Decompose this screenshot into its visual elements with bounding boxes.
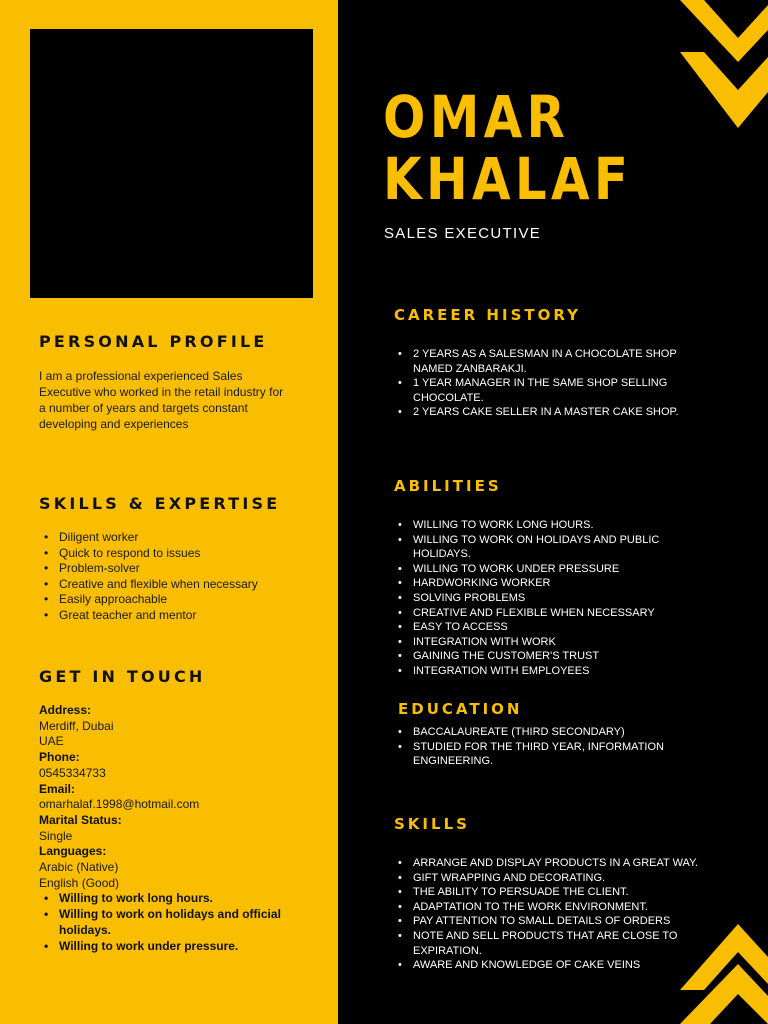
profile-photo-placeholder xyxy=(30,29,313,298)
language-item: English (Good) xyxy=(39,875,120,890)
list-item: • WILLING TO WORK LONG HOURS. xyxy=(394,518,714,533)
marital-status-value: Single xyxy=(39,828,73,843)
list-item: • 2 YEARS AS A SALESMAN IN A CHOCOLATE SHOP NAMED ZANBARAKJI. xyxy=(394,347,714,376)
marital-status-label: Marital Status: xyxy=(39,812,122,827)
skills-expertise-heading: SKILLS & EXPERTISE xyxy=(39,494,281,513)
list-item: • ADAPTATION TO THE WORK ENVIRONMENT. xyxy=(394,900,714,915)
list-item: • STUDIED FOR THE THIRD YEAR, INFORMATION ENGINEERING. xyxy=(394,740,714,769)
list-item: • Willing to work long hours. xyxy=(39,891,329,907)
candidate-name xyxy=(383,83,633,213)
skills-expertise-list xyxy=(39,530,329,624)
phone-label: Phone: xyxy=(39,750,80,765)
list-item: • PAY ATTENTION TO SMALL DETAILS OF ORDERS xyxy=(394,914,714,929)
list-item: • Easily approachable xyxy=(39,592,329,608)
languages-label: Languages: xyxy=(39,844,107,859)
career-history-list xyxy=(394,347,714,420)
abilities-heading: ABILITIES xyxy=(394,477,502,495)
list-item: • WILLING TO WORK ON HOLIDAYS AND PUBLIC HOLIDAYS. xyxy=(394,533,714,562)
career-history-heading: CAREER HISTORY xyxy=(394,306,581,324)
address-line: UAE xyxy=(39,734,64,749)
list-item: • SOLVING PROBLEMS xyxy=(394,591,714,606)
email-value: omarhalaf.1998@hotmail.com xyxy=(39,797,200,812)
language-item: Arabic (Native) xyxy=(39,860,119,875)
phone-value: 0545334733 xyxy=(39,765,106,780)
abilities-list xyxy=(394,518,714,679)
list-item: • GIFT WRAPPING AND DECORATING. xyxy=(394,871,714,886)
education-list xyxy=(394,725,714,769)
list-item: • Great teacher and mentor xyxy=(39,608,329,624)
job-title: SALES EXECUTIVE xyxy=(384,225,542,242)
list-item: • Willing to work on holidays and official holidays. xyxy=(39,907,329,938)
last-name: KHALAF xyxy=(383,145,633,213)
first-name: OMAR xyxy=(383,83,570,151)
list-item: • NOTE AND SELL PRODUCTS THAT ARE CLOSE TO EXPIRATION. xyxy=(394,929,714,958)
list-item: • Creative and flexible when necessary xyxy=(39,577,329,593)
education-heading: EDUCATION xyxy=(398,700,523,718)
list-item: • 2 YEARS CAKE SELLER IN A MASTER CAKE SHOP. xyxy=(394,405,714,420)
list-item: • INTEGRATION WITH EMPLOYEES xyxy=(394,664,714,679)
chevron-down-decoration-icon xyxy=(676,0,768,130)
personal-profile-heading: PERSONAL PROFILE xyxy=(39,332,268,351)
address-line: Merdiff, Dubai xyxy=(39,718,114,733)
skills-list xyxy=(394,856,714,973)
address-label: Address: xyxy=(39,703,92,717)
get-in-touch-heading: GET IN TOUCH xyxy=(39,667,206,686)
list-item: • Diligent worker xyxy=(39,530,329,546)
availability-list xyxy=(39,891,329,954)
list-item: • Willing to work under pressure. xyxy=(39,939,329,955)
email-label: Email: xyxy=(39,781,76,796)
list-item: • ARRANGE AND DISPLAY PRODUCTS IN A GREAT WAY. xyxy=(394,856,714,871)
list-item: • Quick to respond to issues xyxy=(39,546,329,562)
list-item: • AWARE AND KNOWLEDGE OF CAKE VEINS xyxy=(394,958,714,973)
skills-heading: SKILLS xyxy=(394,815,470,833)
contact-details xyxy=(39,703,329,954)
list-item: • EASY TO ACCESS xyxy=(394,620,714,635)
list-item: • Problem-solver xyxy=(39,561,329,577)
list-item: • INTEGRATION WITH WORK xyxy=(394,635,714,650)
list-item: • CREATIVE AND FLEXIBLE WHEN NECESSARY xyxy=(394,606,714,621)
personal-profile-text: I am a professional experienced Sales Executive who worked in the retail industry for a number of years and targets constant developing and experiences xyxy=(39,369,284,431)
list-item: • 1 YEAR MANAGER IN THE SAME SHOP SELLING CHOCOLATE. xyxy=(394,376,714,405)
list-item: • GAINING THE CUSTOMER'S TRUST xyxy=(394,649,714,664)
list-item: • THE ABILITY TO PERSUADE THE CLIENT. xyxy=(394,885,714,900)
list-item: • HARDWORKING WORKER xyxy=(394,576,714,591)
list-item: • WILLING TO WORK UNDER PRESSURE xyxy=(394,562,714,577)
list-item: • BACCALAUREATE (THIRD SECONDARY) xyxy=(394,725,714,740)
